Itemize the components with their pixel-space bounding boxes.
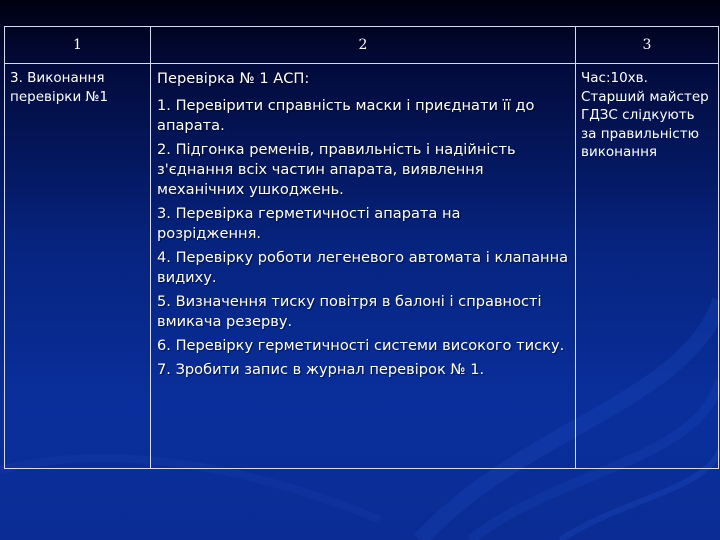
step-item: 4. Перевірку роботи легеневого автомата і клапанна видиху. xyxy=(157,249,569,286)
table-row xyxy=(5,64,719,469)
step-item: 5. Визначення тиску повітря в балоні і справності вмикача резерву. xyxy=(157,293,542,330)
note-cell xyxy=(576,64,719,469)
step-item: 7. Зробити запис в журнал перевірок № 1. xyxy=(157,361,485,378)
step-item: 2. Підгонка ременів, правильність і надійність з'єднання всіх частин апарата, виявлення механічних ушкоджень. xyxy=(157,141,516,198)
steps-list xyxy=(151,64,575,380)
header-col-2: 2 xyxy=(151,27,576,64)
header-col-3: 3 xyxy=(576,27,719,64)
check-title: Перевірка № 1 АСП: xyxy=(157,70,310,87)
step-item: 6. Перевірку герметичності системи високого тиску. xyxy=(157,337,565,354)
step-item: 3. Перевірка герметичності апарата на розрідження. xyxy=(157,205,461,242)
step-item: 1. Перевірити справність маски і приєднати її до апарата. xyxy=(157,97,535,134)
stage-text: 3. Виконання перевірки №1 xyxy=(10,70,109,105)
note-text: Час:10хв. Старший майстер ГДЗС слідкують за правильністю виконання xyxy=(581,70,709,160)
steps-cell xyxy=(151,64,576,469)
stage-cell xyxy=(5,64,151,469)
header-col-1: 1 xyxy=(5,27,151,64)
header-row xyxy=(5,27,719,64)
inspection-table xyxy=(4,26,719,469)
